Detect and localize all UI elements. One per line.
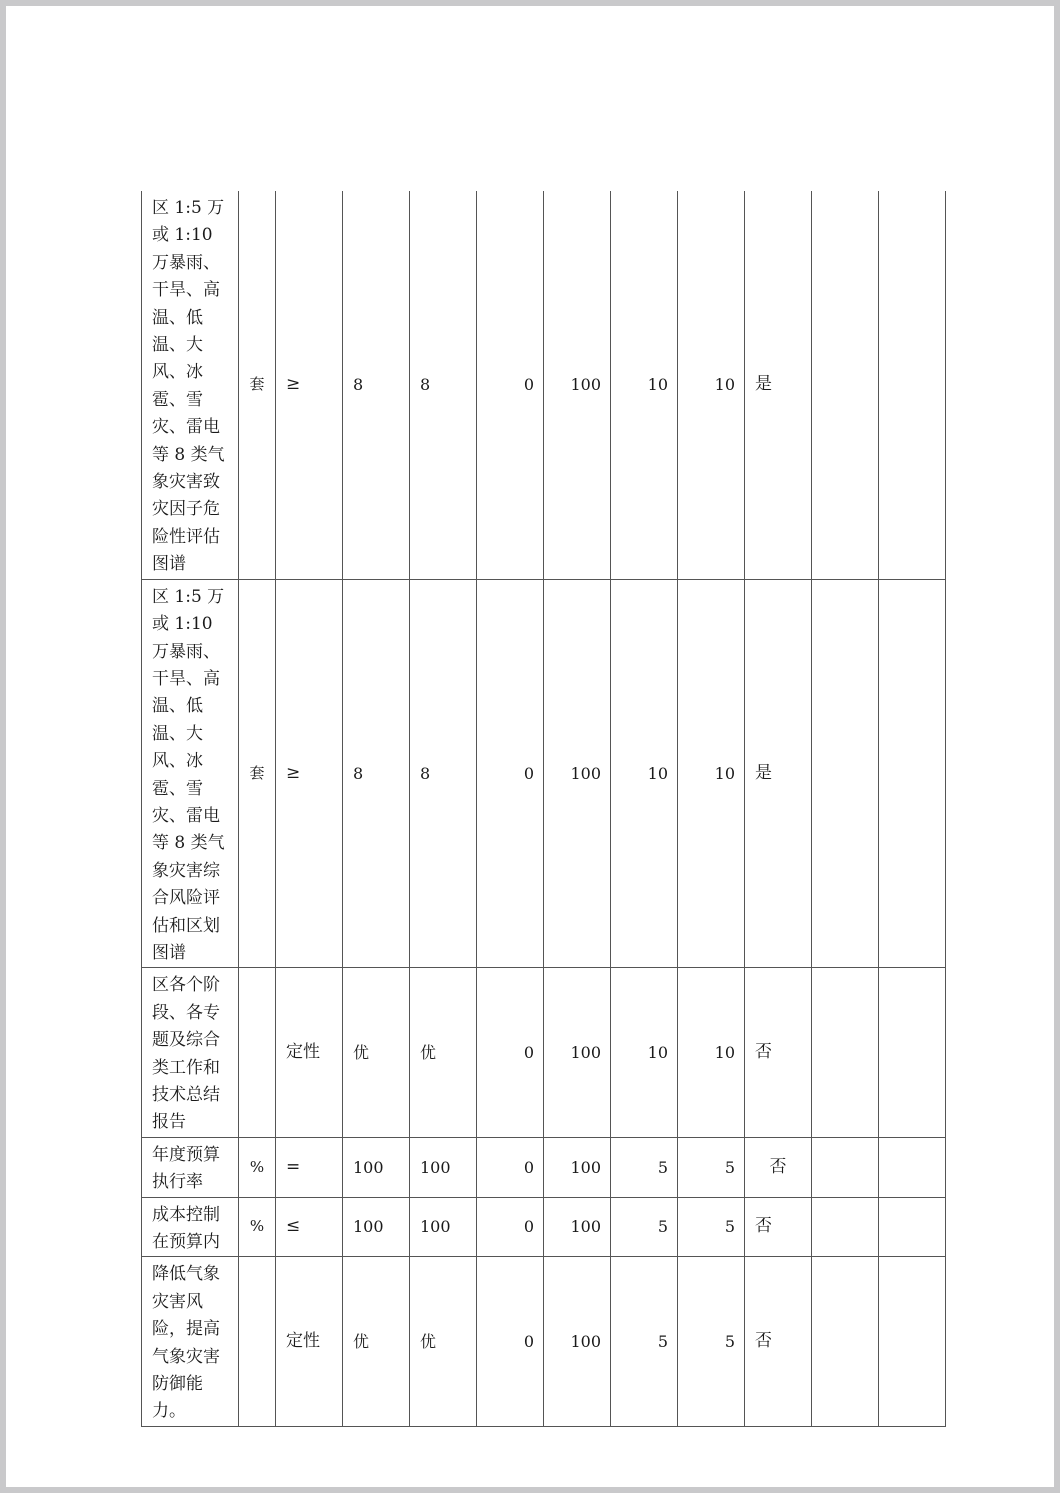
value-cell: 0 — [477, 968, 544, 1137]
empty-cell — [879, 968, 946, 1137]
indicator-name: 区 1:5 万或 1:10 万暴雨、干旱、高温、低温、大风、冰雹、雪灾、雷电等 8 类气象灾害致灾因子危险性评估图谱 — [142, 191, 239, 579]
weight-cell: 5 — [611, 1197, 678, 1257]
unit-cell: % — [239, 1197, 276, 1257]
value-cell: 0 — [477, 191, 544, 579]
empty-cell — [879, 1197, 946, 1257]
score-cell: 5 — [678, 1257, 745, 1426]
flag-cell: 否 — [745, 1197, 812, 1257]
empty-cell — [812, 968, 879, 1137]
actual-value: 100 — [410, 1137, 477, 1197]
operator-cell: ≥ — [276, 579, 343, 968]
actual-value: 优 — [410, 968, 477, 1137]
empty-cell — [879, 191, 946, 579]
table-row — [142, 968, 946, 1137]
unit-cell — [239, 968, 276, 1137]
document-page — [6, 6, 1054, 1487]
value-cell: 100 — [544, 1137, 611, 1197]
table-container — [141, 191, 946, 1427]
performance-indicator-table — [141, 191, 946, 1427]
flag-cell: 否 — [745, 968, 812, 1137]
unit-cell — [239, 1257, 276, 1426]
flag-cell: 是 — [745, 191, 812, 579]
operator-cell: ≥ — [276, 191, 343, 579]
table-row — [142, 1257, 946, 1426]
value-cell: 100 — [544, 1197, 611, 1257]
score-cell: 10 — [678, 968, 745, 1137]
score-cell: 5 — [678, 1197, 745, 1257]
weight-cell: 10 — [611, 579, 678, 968]
empty-cell — [812, 191, 879, 579]
indicator-name: 降低气象灾害风险，提高气象灾害防御能力。 — [142, 1257, 239, 1426]
table-row — [142, 1137, 946, 1197]
value-cell: 0 — [477, 1197, 544, 1257]
target-value: 优 — [343, 968, 410, 1137]
indicator-name: 区 1:5 万或 1:10 万暴雨、干旱、高温、低温、大风、冰雹、雪灾、雷电等 8 类气象灾害综合风险评估和区划图谱 — [142, 579, 239, 968]
table-row — [142, 579, 946, 968]
table-row — [142, 1197, 946, 1257]
score-cell: 10 — [678, 191, 745, 579]
operator-cell: ≤ — [276, 1197, 343, 1257]
actual-value: 优 — [410, 1257, 477, 1426]
operator-cell: = — [276, 1137, 343, 1197]
actual-value: 8 — [410, 579, 477, 968]
value-cell: 100 — [544, 1257, 611, 1426]
empty-cell — [879, 1257, 946, 1426]
empty-cell — [812, 1197, 879, 1257]
operator-cell: 定性 — [276, 1257, 343, 1426]
score-cell: 10 — [678, 579, 745, 968]
indicator-name: 成本控制在预算内 — [142, 1197, 239, 1257]
indicator-name: 年度预算执行率 — [142, 1137, 239, 1197]
empty-cell — [812, 1257, 879, 1426]
actual-value: 100 — [410, 1197, 477, 1257]
value-cell: 0 — [477, 1257, 544, 1426]
unit-cell: 套 — [239, 579, 276, 968]
target-value: 100 — [343, 1137, 410, 1197]
flag-cell: 否 — [745, 1137, 812, 1197]
indicator-name: 区各个阶段、各专题及综合类工作和技术总结报告 — [142, 968, 239, 1137]
unit-cell: % — [239, 1137, 276, 1197]
operator-cell: 定性 — [276, 968, 343, 1137]
target-value: 8 — [343, 579, 410, 968]
weight-cell: 10 — [611, 191, 678, 579]
actual-value: 8 — [410, 191, 477, 579]
weight-cell: 10 — [611, 968, 678, 1137]
value-cell: 100 — [544, 968, 611, 1137]
unit-cell: 套 — [239, 191, 276, 579]
empty-cell — [879, 1137, 946, 1197]
target-value: 100 — [343, 1197, 410, 1257]
value-cell: 0 — [477, 579, 544, 968]
empty-cell — [879, 579, 946, 968]
value-cell: 100 — [544, 191, 611, 579]
target-value: 8 — [343, 191, 410, 579]
flag-cell: 否 — [745, 1257, 812, 1426]
target-value: 优 — [343, 1257, 410, 1426]
table-row — [142, 191, 946, 579]
empty-cell — [812, 1137, 879, 1197]
score-cell: 5 — [678, 1137, 745, 1197]
value-cell: 100 — [544, 579, 611, 968]
weight-cell: 5 — [611, 1257, 678, 1426]
value-cell: 0 — [477, 1137, 544, 1197]
weight-cell: 5 — [611, 1137, 678, 1197]
flag-cell: 是 — [745, 579, 812, 968]
empty-cell — [812, 579, 879, 968]
